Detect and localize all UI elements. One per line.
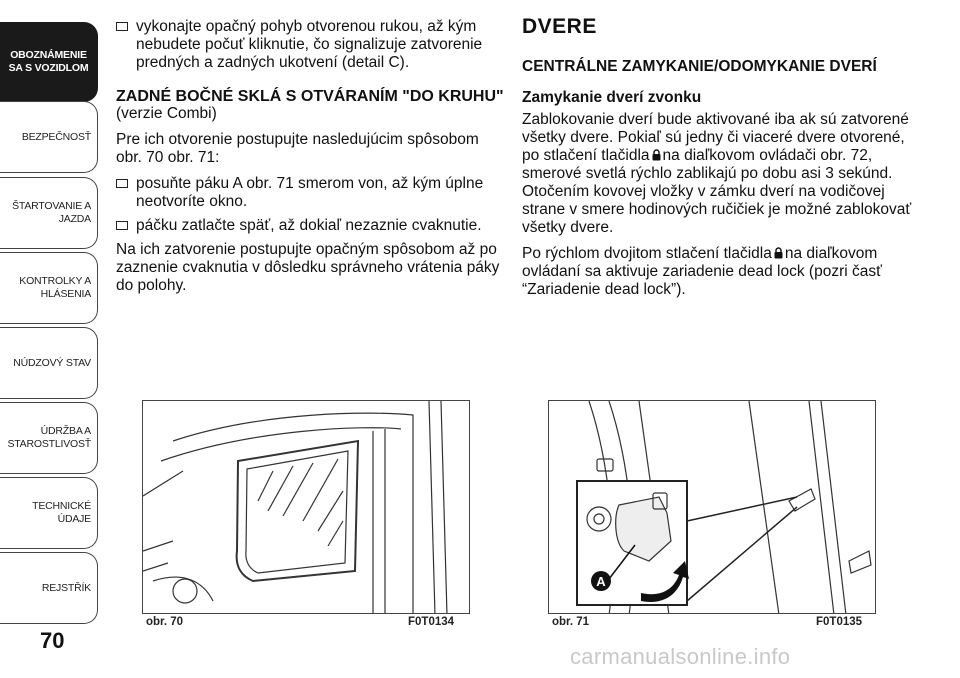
checkbox-bullet-icon [116, 22, 128, 31]
label-a: A [596, 574, 606, 589]
figure-window-latch [548, 400, 876, 614]
section-heading: CENTRÁLNE ZAMYKANIE/ODOMYKANIE DVERÍ [522, 58, 877, 75]
paragraph: Pre ich otvorenie postupujte nasledujúcim spôsobom obr. 70 obr. 71: [116, 131, 479, 166]
list-item [116, 175, 506, 211]
watermark: carmanualsonline.info [570, 644, 791, 669]
lock-icon [652, 149, 661, 161]
section-subheading: (verzie Combi) [116, 105, 217, 122]
paragraph-text: na diaľkovom ovládaní sa aktivuje zariadenie dead lock (pozri časť “Zariadenie dead lock”). [522, 245, 882, 298]
tab-kontrolky[interactable]: KONTROLKY A HLÁSENIA [0, 252, 98, 324]
text-column-right [522, 15, 912, 307]
list-item [116, 217, 506, 235]
bullet-text: páčku zatlačte späť, až dokiaľ nezaznie cvaknutie. [136, 217, 482, 234]
paragraph-text: na diaľkovom ovládači obr. 72, smerové svetlá rýchlo zablikajú po dobu asi 3 sekúnd. Otočením kovovej vložky v zámku dverí na vodičovej strane v smere hodinových ručičiek je možné zablokovať všetky dvere. [522, 147, 912, 236]
text-column-left [116, 18, 506, 303]
tab-oboznamenie[interactable]: OBOZNÁMENIE SA S VOZIDLOM [0, 22, 98, 102]
tab-technicke-udaje[interactable]: TECHNICKÉ ÚDAJE [0, 477, 98, 549]
figure-caption: obr. 71 [552, 616, 590, 628]
tab-nudzovy-stav[interactable]: NÚDZOVÝ STAV [0, 327, 98, 399]
latch-illustration [549, 401, 876, 614]
paragraph-text: Po rýchlom dvojitom stlačení tlačidla [522, 245, 772, 262]
figure-rear-side-window [142, 400, 470, 614]
figure-code: F0T0134 [408, 616, 455, 628]
figure-caption: obr. 70 [146, 616, 184, 628]
tab-udrzba[interactable]: ÚDRŽBA A STAROSTLIVOSŤ [0, 402, 98, 474]
bullet-text: vykonajte opačný pohyb otvorenou rukou, až kým nebudete počuť kliknutie, čo signalizuje zatvorenie predných a zadných ukotvení (detail C). [136, 18, 483, 71]
paragraph: Na ich zatvorenie postupujte opačným spôsobom až po zaznenie cvaknutia v dôsledku správneho vrátenia páky do polohy. [116, 241, 500, 294]
list-item [116, 18, 506, 72]
paragraph [522, 111, 912, 237]
lock-icon [774, 247, 783, 259]
chapter-title: DVERE [522, 15, 597, 38]
subsection-heading: Zamykanie dverí zvonku [522, 89, 702, 106]
window-illustration [143, 401, 470, 614]
tab-rejstrik[interactable]: REJSTŘÍK [0, 552, 98, 624]
paragraph [522, 245, 912, 299]
paragraph-text: Zablokovanie dverí bude aktivované iba ak sú zatvorené všetky dvere. Pokiaľ sú jedny či viaceré dvere otvorené, po stlačení tlačidla [522, 111, 909, 164]
bullet-text: posuňte páku A obr. 71 smerom von, až kým úplne neotvoríte okno. [136, 175, 484, 210]
tab-startovanie[interactable]: ŠTARTOVANIE A JAZDA [0, 177, 98, 249]
section-heading: ZADNÉ BOČNÉ SKLÁ S OTVÁRANÍM "DO KRUHU" [116, 88, 504, 105]
tab-bezpecnost[interactable]: BEZPEČNOSŤ [0, 101, 98, 173]
page-number: 70 [40, 628, 65, 653]
chapter-sidebar [0, 0, 100, 678]
checkbox-bullet-icon [116, 179, 128, 188]
figure-code: F0T0135 [816, 616, 863, 628]
checkbox-bullet-icon [116, 221, 128, 230]
